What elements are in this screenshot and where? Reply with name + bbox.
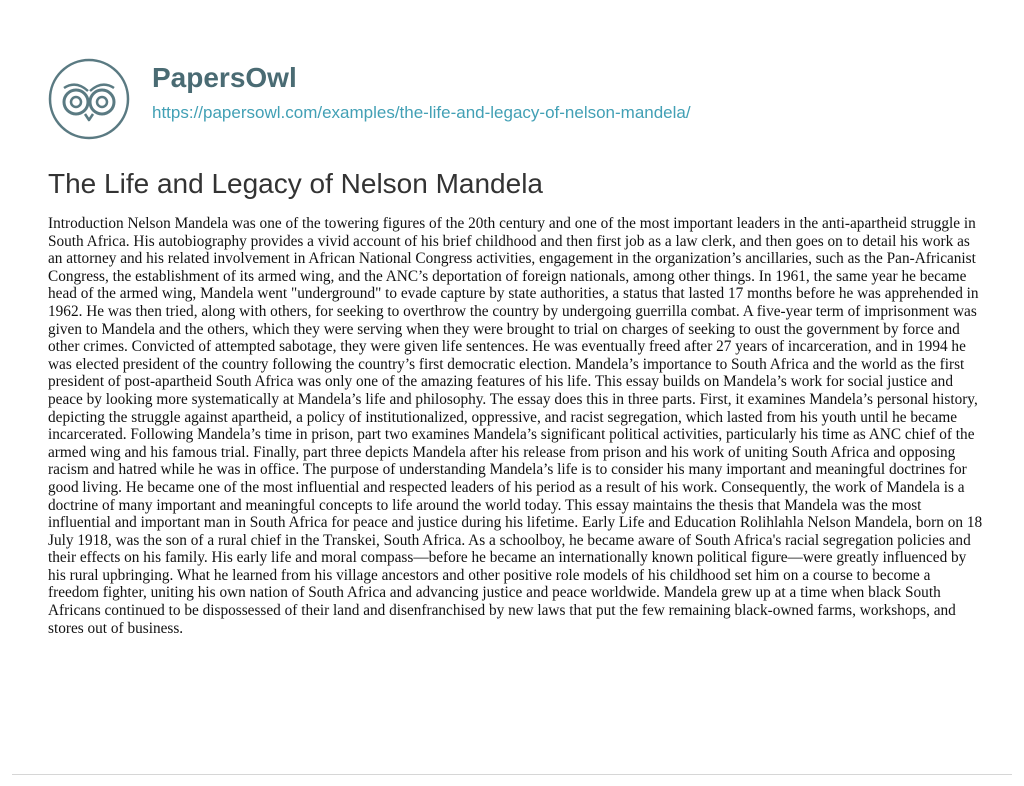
essay-title: The Life and Legacy of Nelson Mandela — [48, 168, 543, 199]
essay-body: Introduction Nelson Mandela was one of the towering figures of the 20th century and one of the most important leaders in the anti-apartheid struggle in South Africa. His autobiography provides a vivid account of his brief childhood and then first job as a law clerk, and then goes on to detail his work as an attorney and his related involvement in African National Congress activities, engagement in the organization’s ancillaries, such as the Pan-Africanist Congress, the establishment of its armed wing, and the ANC’s deportation of foreign nationals, among other things. In 1961, the same year he became head of the armed wing, Mandela went "underground" to evade capture by state authorities, a status that lasted 17 months before he was apprehended in 1962. He was then tried, along with others, for seeking to overthrow the country by undergoing guerrilla combat. A five-year term of imprisonment was given to Mandela and the others, which they were serving when they were brought to trial on charges of seeking to oust the government by force and other crimes. Convicted of attempted sabotage, they were given life sentences. He was eventually freed after 27 years of incarceration, and in 1994 he was elected president of the country following the country’s first democratic election. Mandela’s importance to South Africa and the world as the first president of post-apartheid South Africa was only one of the amazing features of his life. This essay builds on Mandela’s work for social justice and peace by looking more systematically at Mandela’s life and philosophy. The essay does this in three parts. First, it examines Mandela’s personal history, depicting the struggle against apartheid, a policy of institutionalized, oppressive, and racist segregation, which lasted from his youth until he became incarcerated. Following Mandela’s time in prison, part two examines Mandela’s significant political activities, particularly his time as ANC chief of the armed wing and his famous trial. Finally, part three depicts Mandela after his release from prison and his work of uniting South Africa and opposing racism and hatred while he was in office. The purpose of understanding Mandela’s life is to consider his many important and meaningful doctrines for good living. He became one of the most influential and respected leaders of his period as a result of his work. Consequently, the work of Mandela is a doctrine of many important and meaningful concepts to life around the world today. This essay maintains the thesis that Mandela was the most influential and important man in South Africa for peace and justice during his lifetime. Early Life and Education Rolihlahla Nelson Mandela, born on 18 July 1918, was the son of a rural chief in the Transkei, South Africa. As a schoolboy, he became aware of South Africa's racial segregation policies and their effects on his family. His early life and moral compass—before he became an internationally known political figure—were greatly influenced by his rural upbringing. What he learned from his village ancestors and other positive role models of his childhood set him on a course to become a freedom fighter, uniting his own nation of South Africa and advancing justice and peace worldwide. Mandela grew up at a time when black South Africans continued to be dispossessed of their land and disenfranchised by new laws that put the few remaining black-owned farms, workshops, and stores out of business. — [48, 215, 983, 637]
brand-block — [152, 58, 691, 124]
owl-eyes-logo-icon[interactable] — [48, 58, 130, 140]
site-header — [48, 58, 691, 138]
source-url-link[interactable]: https://papersowl.com/examples/the-life-and-legacy-of-nelson-mandela/ — [152, 103, 691, 122]
footer-divider — [12, 774, 1012, 775]
brand-name[interactable]: PapersOwl — [152, 62, 297, 93]
